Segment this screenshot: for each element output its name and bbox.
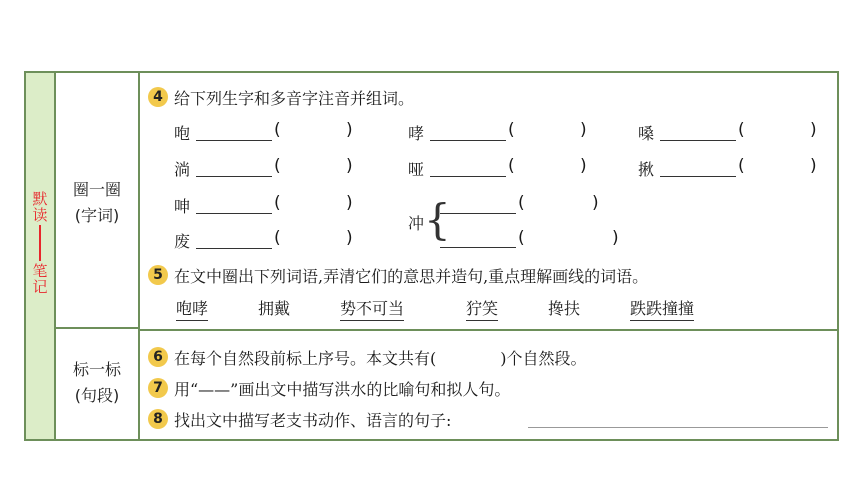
question-8-badge: 8	[148, 409, 168, 429]
paren-close: )	[612, 228, 619, 248]
pinyin-blank[interactable]	[196, 139, 272, 141]
vocab-word-underlined: 咆哮	[176, 296, 208, 321]
vocab-word-underlined: 狞笑	[466, 296, 498, 321]
section-sentences-subtitle: (句段)	[74, 386, 120, 405]
pinyin-blank[interactable]	[196, 212, 272, 214]
question-7-badge: 7	[148, 378, 168, 398]
paren-close: )	[580, 156, 587, 176]
pinyin-blank[interactable]	[430, 175, 506, 177]
paren-open: (	[738, 120, 745, 140]
question-6-text	[174, 346, 587, 369]
paren-open: (	[518, 193, 525, 213]
paren-open: (	[274, 120, 281, 140]
question-4-text: 给下列生字和多音字注音并组词。	[174, 89, 415, 108]
side-label-top: 默读	[32, 190, 48, 224]
question-7-text: 用“——”画出文中描写洪水的比喻句和拟人句。	[174, 380, 511, 399]
vocab-word-underlined: 跌跌撞撞	[630, 296, 694, 321]
question-4-badge: 4	[148, 87, 168, 107]
paren-close: )	[580, 120, 587, 140]
paren-open: (	[738, 156, 745, 176]
pinyin-blank[interactable]	[440, 246, 516, 248]
brace-icon: {	[424, 195, 451, 244]
paren-close: )	[346, 228, 353, 248]
vocab-word-underlined: 势不可当	[340, 296, 404, 321]
char-item: 哑	[408, 160, 425, 179]
paren-open: (	[274, 228, 281, 248]
paren-open: (	[508, 120, 515, 140]
pinyin-blank[interactable]	[430, 139, 506, 141]
char-item: 揪	[638, 160, 655, 179]
paren-open: (	[274, 156, 281, 176]
char-item: 废	[174, 232, 191, 251]
paren-close: )	[810, 120, 817, 140]
pinyin-blank[interactable]	[440, 212, 516, 214]
char-item: 淌	[174, 160, 191, 179]
polyphone-char: 冲	[408, 214, 425, 233]
vocab-word: 拥戴	[258, 299, 291, 318]
question-8-text: 找出文中描写老支书动作、语言的句子:	[174, 411, 452, 430]
paren-open: (	[518, 228, 525, 248]
question-5-badge: 5	[148, 265, 168, 285]
paren-close: )	[346, 193, 353, 213]
question-6-text-before: 在每个自然段前标上序号。本文共有(	[174, 349, 437, 368]
section-words-subtitle: (字词)	[74, 206, 120, 225]
paren-close: )	[346, 120, 353, 140]
question-6-badge: 6	[148, 347, 168, 367]
vocab-word: 搀扶	[548, 299, 581, 318]
side-label-bottom: 笔记	[32, 262, 48, 296]
pinyin-blank[interactable]	[660, 139, 736, 141]
paren-open: (	[274, 193, 281, 213]
pinyin-blank[interactable]	[196, 247, 272, 249]
char-item: 哮	[408, 124, 425, 143]
paren-close: )	[810, 156, 817, 176]
pinyin-blank[interactable]	[196, 175, 272, 177]
section-words-title: 圈一圈	[72, 180, 121, 199]
paren-open: (	[508, 156, 515, 176]
answer-blank[interactable]	[528, 426, 828, 428]
question-6-text-after: )个自然段。	[500, 349, 587, 368]
question-5-text: 在文中圈出下列词语,弄清它们的意思并造句,重点理解画线的词语。	[174, 267, 649, 286]
char-item: 嗓	[638, 124, 655, 143]
char-item: 咆	[174, 124, 191, 143]
section-sentences-title: 标一标	[72, 360, 121, 379]
paren-close: )	[346, 156, 353, 176]
char-item: 呻	[174, 197, 191, 216]
paren-close: )	[592, 193, 599, 213]
pinyin-blank[interactable]	[660, 175, 736, 177]
